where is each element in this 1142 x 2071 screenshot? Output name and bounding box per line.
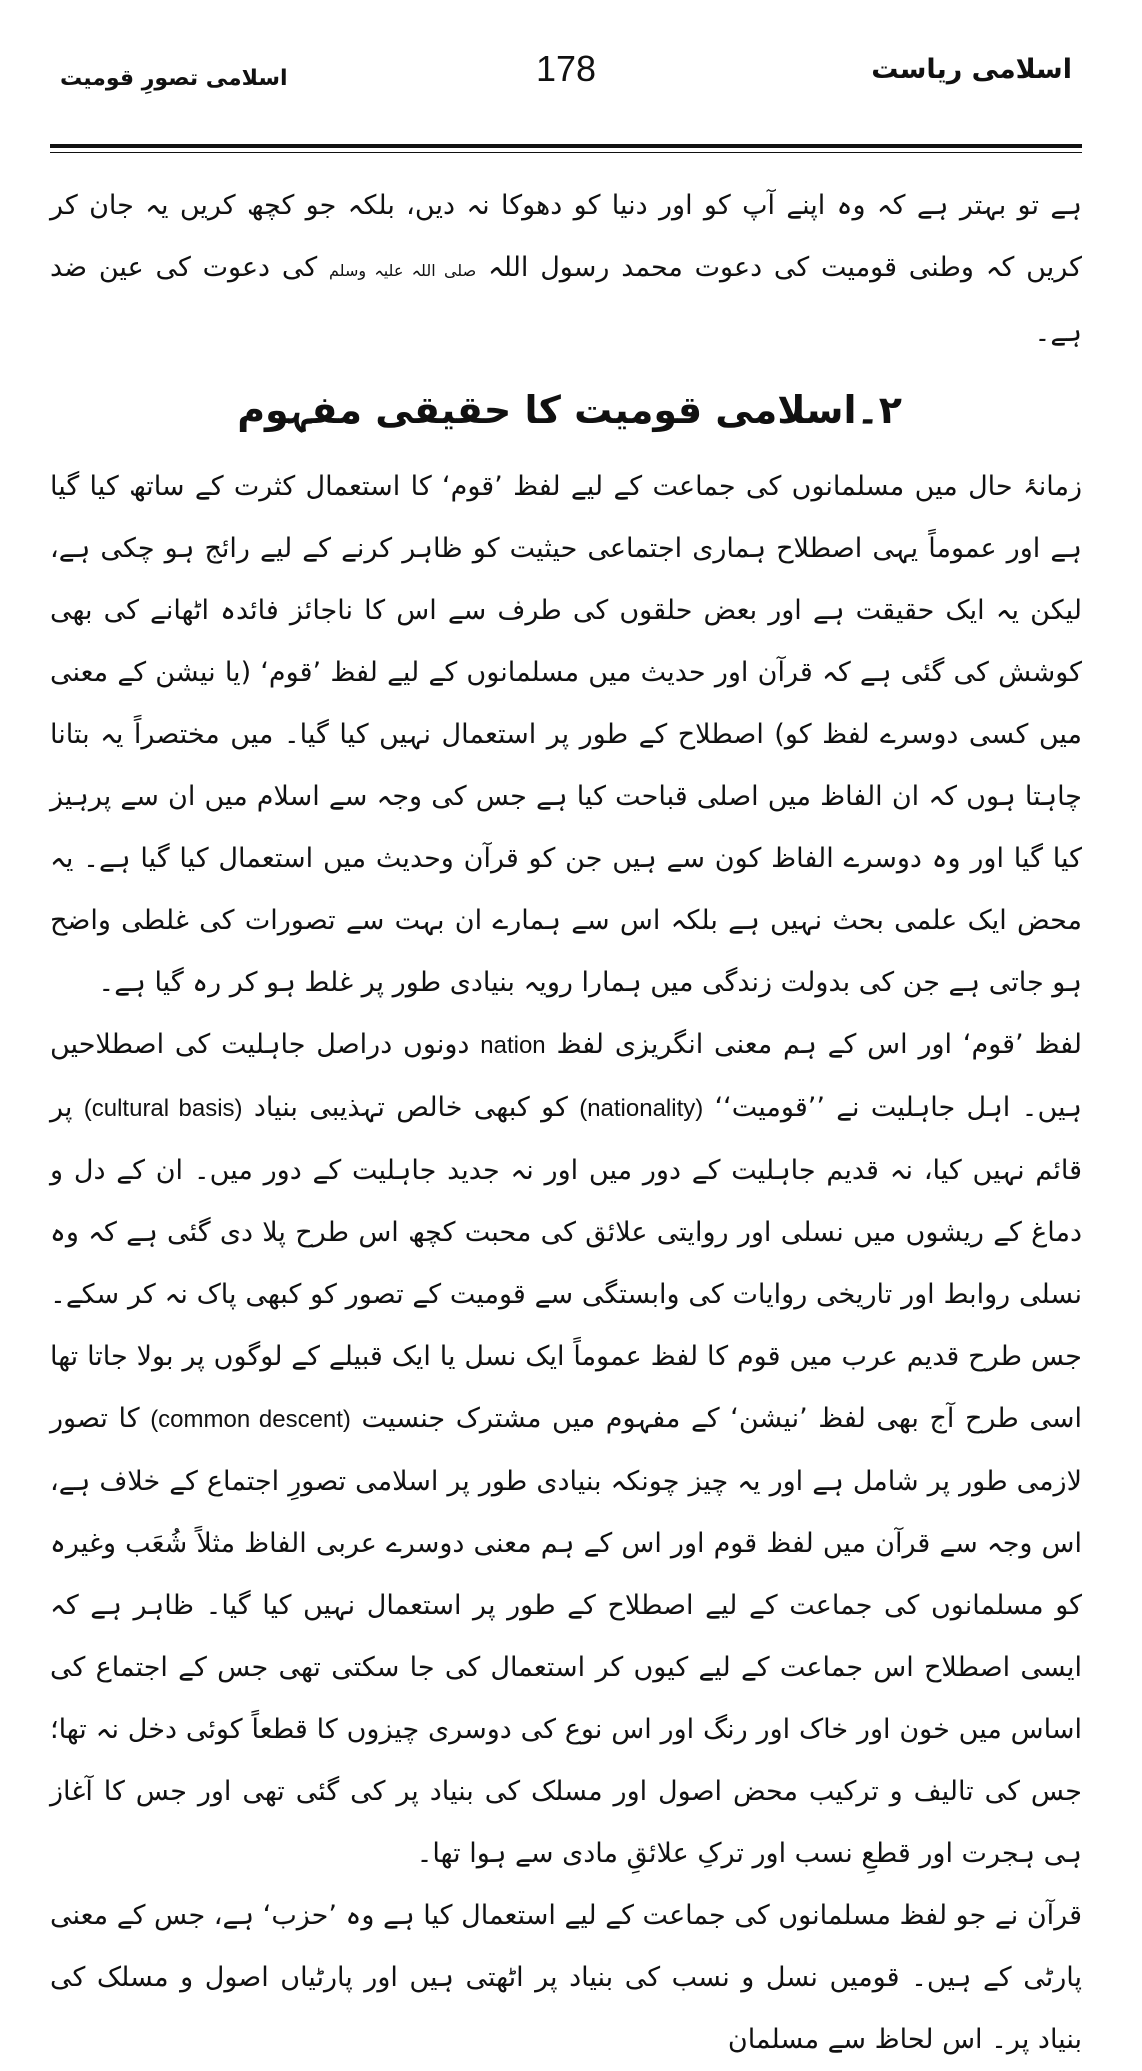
paragraph-3-part-3: کو کبھی خالص تہذیبی بنیاد (253, 1092, 568, 1123)
paragraph-3 (50, 1014, 1082, 1885)
english-term-common-descent: (common descent) (150, 1406, 351, 1433)
paragraph-1-text-b: کی دعوت کی عین ضد ہے۔ (50, 252, 1082, 348)
chapter-title: اسلامی تصورِ قومیت (60, 66, 288, 91)
english-term-nationality: (nationality) (579, 1095, 704, 1122)
paragraph-3-part-4: پر قائم نہیں کیا، نہ قدیم جاہلیت کے دور میں اور نہ جدید جاہلیت کے دور میں۔ ان کے دل و دماغ کے ریشوں میں نسلی اور روایتی علائق کی محبت کچھ اس طرح پلا دی گئی ہے کہ وہ نسلی روابط اور تاریخی روایات کی وابستگی سے قومیت کے تصور کو کبھی پاک نہ کر سکے۔ جس طرح قدیم عرب میں قوم کا لفظ عموماً ایک نسل یا ایک قبیلے کے لوگوں پر بولا جاتا تھا اسی طرح آج بھی لفظ ’نیشن‘ کے مفہوم میں مشترک جنسیت (50, 1092, 1082, 1434)
paragraph-3-part-5: کا تصور لازمی طور پر شامل ہے اور یہ چیز چونکہ بنیادی طور پر اسلامی تصورِ اجتماع کے خلاف ہے، اس وجہ سے قرآن میں لفظ قوم اور اس کے ہم معنی دوسرے عربی الفاظ مثلاً شُعَب وغیرہ کو مسلمانوں کی جماعت کے لیے اصطلاح کے طور پر استعمال نہیں کیا گیا۔ ظاہر ہے کہ ایسی اصطلاح اس جماعت کے لیے کیوں کر استعمال کی جا سکتی تھی جس کے اجتماع کی اساس میں خون اور خاک اور رنگ اور اس نوع کی دوسری چیزوں کا قطعاً کوئی دخل نہ تھا؛ جس کی تالیف و ترکیب محض اصول اور مسلک کی بنیاد پر کی گئی تھی اور جس کا آغاز ہی ہجرت اور قطعِ نسب اور ترکِ علائقِ مادی سے ہوا تھا۔ (50, 1403, 1082, 1869)
page-number: 178 (535, 48, 597, 89)
paragraph-1-text-a: ہے تو بہتر ہے کہ وہ اپنے آپ کو اور دنیا کو دھوکا نہ دیں، بلکہ جو کچھ کریں یہ جان کر کریں کہ وطنی قومیت کی دعوت محمد رسول اللہ (50, 190, 1082, 283)
header-rule-thick (50, 144, 1082, 148)
paragraph-4: قرآن نے جو لفظ مسلمانوں کی جماعت کے لیے استعمال کیا ہے وہ ’حزب‘ ہے، جس کے معنی پارٹی کے ہیں۔ قومیں نسل و نسب کی بنیاد پر اٹھتی ہیں اور پارٹیاں اصول و مسلک کی بنیاد پر۔ اس لحاظ سے مسلمان (50, 1900, 1082, 2055)
paragraph-3-part-1: لفظ ’قوم‘ اور اس کے ہم معنی انگریزی لفظ (556, 1029, 1082, 1060)
paragraph-3-part-2: دونوں دراصل جاہلیت کی اصطلاحیں ہیں۔ اہل جاہلیت نے ’’قومیت‘‘ (50, 1029, 1082, 1123)
honorific: صلی اللہ علیہ وسلم (329, 261, 477, 280)
header-rule-thin (50, 152, 1082, 153)
running-header (50, 40, 1082, 104)
english-term-cultural-basis: (cultural basis) (83, 1095, 243, 1122)
english-term-nation: nation (480, 1032, 546, 1059)
paragraph-2: زمانۂ حال میں مسلمانوں کی جماعت کے لیے لفظ ’قوم‘ کا استعمال کثرت کے ساتھ کیا گیا ہے اور عموماً یہی اصطلاح ہماری اجتماعی حیثیت کو ظاہر کرنے کے لیے رائج ہو چکی ہے، لیکن یہ ایک حقیقت ہے اور بعض حلقوں کی طرف سے اس کا ناجائز فائدہ اٹھانے کی بھی کوشش کی گئی ہے کہ قرآن اور حدیث میں مسلمانوں کے لیے لفظ ’قوم‘ (یا نیشن کے معنی میں کسی دوسرے لفظ کو) اصطلاح کے طور پر استعمال نہیں کیا گیا۔ میں مختصراً یہ بتانا چاہتا ہوں کہ ان الفاظ میں اصلی قباحت کیا ہے جس کی وجہ سے اسلام میں ان سے پرہیز کیا گیا اور وہ دوسرے الفاظ کون سے ہیں جن کو قرآن وحدیث میں استعمال کیا گیا ہے۔ یہ محض ایک علمی بحث نہیں ہے بلکہ اس سے ہمارے ان بہت سے تصورات کی غلطی واضح ہو جاتی ہے جن کی بدولت زندگی میں ہمارا رویہ بنیادی طور پر غلط ہو کر رہ گیا ہے۔ (50, 471, 1082, 998)
body-text (50, 175, 1082, 2071)
section-heading: ۲۔اسلامی قومیت کا حقیقی مفہوم (237, 388, 902, 432)
book-title: اسلامی ریاست (871, 54, 1072, 85)
paragraph-continuation (50, 175, 1082, 364)
